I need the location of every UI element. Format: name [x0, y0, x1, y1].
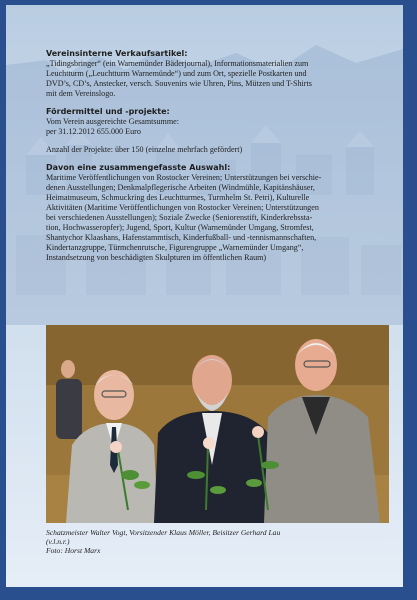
body-line: DVD’s, CD’s, Anstecker, versch. Souvenirs wie Uhren, Pins, Mützen und T-Shirts [46, 79, 312, 88]
section-auswahl [46, 163, 391, 263]
photo-credit: Foto: Horst Marx [46, 546, 101, 555]
body-line: mit dem Vereinslogo. [46, 89, 116, 98]
body-line: Kindertanzgruppe, Türmchenrutsche, Figurengruppe „Warnemünder Umgang“, [46, 243, 304, 252]
group-photo [46, 325, 389, 523]
section-heading: Davon eine zusammengefasste Auswahl: [46, 163, 231, 172]
body-line: bei verschiedenen Ausstellungen); Soziale Zwecke (Seniorenstift, Kinderkrebssta- [46, 213, 313, 222]
body-line: „Tidingsbringer“ (ein Warnemünder Bäderjournal), Informationsmaterialien zum [46, 59, 309, 68]
caption-names: Schatzmeister Walter Vogt, Vorsitzender Klaus Möller, Beisitzer Gerhard Lau [46, 528, 281, 537]
body-line: Maritime Veröffentlichungen von Rostocker Vereinen; Unterstützungen bei verschie- [46, 173, 322, 182]
article-text [46, 49, 391, 271]
section-verkaufsartikel [46, 49, 391, 99]
photo-caption [46, 528, 391, 555]
body-line: Heimatmuseum, Schmuckring des Leuchtturmes, Turmhelm St. Petri), Kulturelle [46, 193, 310, 202]
section-projektanzahl [46, 145, 391, 155]
section-heading: Fördermittel und -projekte: [46, 107, 170, 116]
body-line: Instandsetzung von beschädigten Skulpturen im öffentlichen Raum) [46, 253, 267, 262]
body-line: denen Ausstellungen; Denkmalpflegerische Arbeiten (Windmühle, Kapitänshäuser, [46, 183, 315, 192]
brochure-page [6, 5, 403, 587]
body-line: Anzahl der Projekte: über 150 (einzelne mehrfach gefördert) [46, 145, 243, 154]
caption-order: (v.l.n.r.) [46, 537, 70, 546]
body-line: Leuchtturm („Leuchtturm Warnemünde“) und zum Ort, spezielle Postkarten und [46, 69, 307, 78]
section-heading: Vereinsinterne Verkaufsartikel: [46, 49, 188, 58]
body-line: tion, Hochwasseropfer); Jugend, Sport, Kultur (Warnemünder Umgang, Stromfest, [46, 223, 314, 232]
body-line: per 31.12.2012 655.000 Euro [46, 127, 141, 136]
section-foerdermittel [46, 107, 391, 137]
body-line: Shantychor Klaashans, Hafenstammtisch, Kinderfußball- und -tennismannschaften, [46, 233, 317, 242]
body-line: Vom Verein ausgereichte Gesamtsumme: [46, 117, 179, 126]
body-line: Aktivitäten (Maritime Veröffentlichungen von Rostocker Vereinen; Unterstützungen [46, 203, 319, 212]
